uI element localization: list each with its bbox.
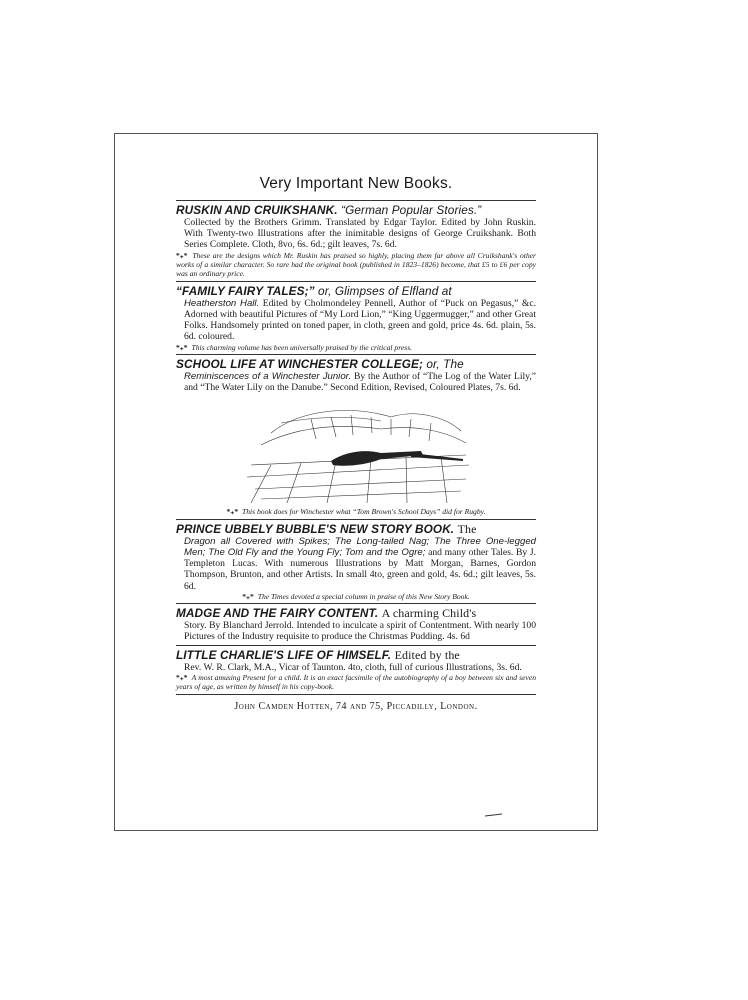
entry-subtitle: Heatherston Hall. (184, 297, 260, 309)
entry-note: *₊* The Times devoted a special column in praise of this New Story Book. (242, 591, 470, 601)
entry-title: PRINCE UBBELY BUBBLE'S NEW STORY BOOK. (176, 521, 455, 536)
note-asterism: *₊* (176, 250, 188, 260)
note-asterism: *₊* (226, 507, 239, 517)
entry-title-rest: A charming Child's (381, 606, 477, 621)
entry-title: SCHOOL LIFE AT WINCHESTER COLLEGE; (176, 357, 423, 372)
entry-body: Rev. W. R. Clark, M.A., Vicar of Taunton. 4to, cloth, full of curious Illustrations, 3s. 6d. (184, 661, 522, 673)
book-entry-madge (176, 607, 536, 642)
divider (176, 354, 536, 355)
entry-subtitle: Dragon all Covered with Spikes; The Long-tailed Nag; The Three One-legged Men; The Old Fly and the Young Fly; Tom and the Ogre; (184, 535, 536, 559)
divider (176, 281, 536, 282)
note-asterism: *₊* (176, 342, 188, 352)
book-entry-ruskin (176, 204, 536, 279)
book-entry-prince-ubbely-bubble (176, 523, 536, 601)
entry-body: and many other Tales. By J. Templeton Lucas. With numerous Illustrations by Matt Morgan, Barnes, Gordon Thompson, Brunton, and other Artists. In small 4to, green and gold, 4s. 6d.; gilt leaves, 5s. 6d. (184, 547, 536, 592)
book-entry-little-charlie (176, 649, 536, 692)
divider (176, 519, 536, 520)
divider (176, 694, 536, 695)
entry-title: RUSKIN AND CRUIKSHANK. (176, 203, 338, 217)
entry-title-rest: or, The (426, 357, 464, 372)
divider (176, 603, 536, 604)
book-entry-school-life (176, 358, 536, 517)
book-entry-family-fairy-tales (176, 285, 536, 352)
entry-body: Collected by the Brothers Grimm. Translated by Edgar Taylor. Edited by John Ruskin. With Twenty-two Illustrations after the inimitable designs of George Cruikshank. Both Series Complete. Cloth, 8vo, 6s. 6d.; gilt leaves, 7s. 6d. (184, 217, 536, 251)
advertisement-page (176, 174, 536, 712)
entry-body: Edited by Cholmondeley Pennell, Author of “Puck on Pegasus,” &c. Adorned with beautiful Pictures of “My Lord Lion,” “King Uggermugger,” and other Great Folks. Handsomely printed on toned paper, in cloth, green and gold, price 4s. 6d. plain, 5s. 6d. coloured. (184, 297, 536, 343)
divider (176, 200, 536, 201)
ink-mark-icon (484, 812, 504, 818)
entry-title: LITTLE CHARLIE'S LIFE OF HIMSELF. (176, 647, 392, 662)
note-asterism: *₊* (242, 591, 254, 601)
entry-body: By the Author of “The Log of the Water Lily,” and “The Water Lily on the Danube.” Second Edition, Revised, Coloured Plates, 7s. 6d. (184, 371, 536, 394)
divider (176, 645, 536, 646)
entry-subtitle: Reminiscences of a Winchester Junior. (184, 371, 352, 383)
entry-note: *₊* A most amusing Present for a child. It is an exact facsimile of the autobiography of a boy between six and seven years of age, as written by himself in his copy-book. (176, 672, 536, 692)
note-asterism: *₊* (176, 672, 188, 682)
entry-body: Story. By Blanchard Jerrold. Intended to inculcate a spirit of Contentment. With nearly 100 Pictures of the Industry requisite to produce the Christmas Pudding. 4s. 6d (184, 620, 536, 643)
entry-note: *₊* This charming volume has been universally praised by the critical press. (176, 342, 413, 352)
entry-title-rest: Edited by the (394, 647, 460, 662)
entry-note: *₊* This book does for Winchester what “Tom Brown's School Days” did for Rugby. (226, 507, 486, 517)
entry-title: “FAMILY FAIRY TALES;” (176, 283, 315, 298)
entry-title: MADGE AND THE FAIRY CONTENT. (176, 606, 379, 621)
rowing-boat-illustration (241, 399, 471, 503)
entry-title-rest: The (457, 521, 477, 536)
entry-title-rest: or, Glimpses of Elfland at (318, 283, 452, 298)
entry-note: *₊* These are the designs which Mr. Ruskin has praised so highly, placing them far above all Cruikshank's other works of a similar character. So rare had the original book (published in 1823–1826) become, that £5 to £6 per copy was an ordinary price. (176, 250, 536, 279)
entry-title-rest: “German Popular Stories.” (341, 203, 482, 217)
page-heading: Very Important New Books. (259, 175, 453, 192)
publisher-imprint: John Camden Hotten, 74 and 75, Piccadilly, London. (234, 700, 478, 712)
